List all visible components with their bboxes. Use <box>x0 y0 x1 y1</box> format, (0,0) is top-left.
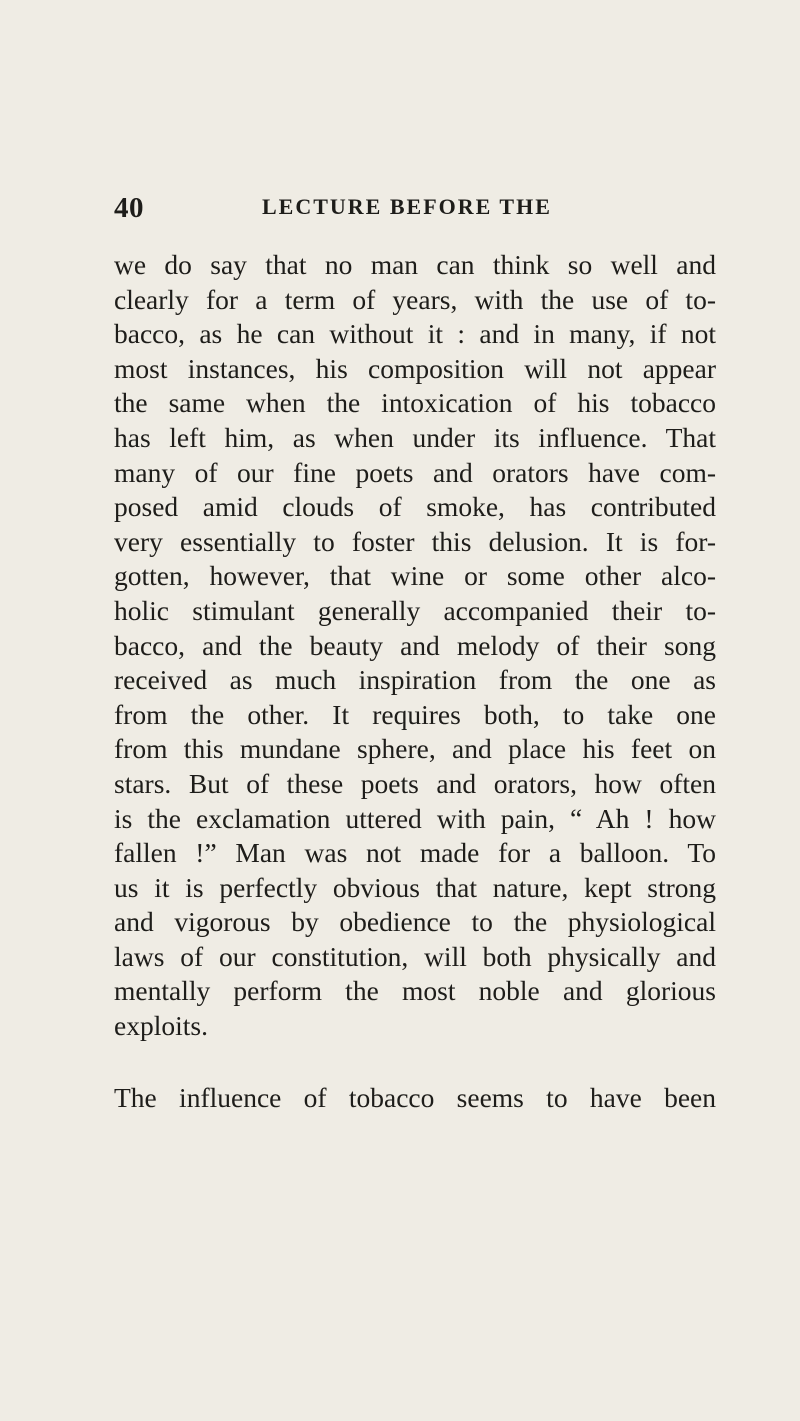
running-head <box>114 192 714 226</box>
text-line: exploits. <box>114 1010 208 1042</box>
text-line: mentally perform the most noble and glorious <box>114 975 716 1007</box>
paragraph-1 <box>114 248 716 1044</box>
text-line: bacco, as he can without it : and in many, if not <box>114 318 716 350</box>
page-number: 40 <box>114 192 144 224</box>
text-line: many of our fine poets and orators have com- <box>114 456 716 488</box>
text-line: stars. But of these poets and orators, how often <box>114 767 716 799</box>
text-line: the same when the intoxication of his tobacco <box>114 387 716 419</box>
text-line: received as much inspiration from the one as <box>114 664 716 696</box>
text-line: The influence of tobacco seems to have been <box>114 1081 716 1113</box>
text-line: very essentially to foster this delusion. It is for- <box>114 525 716 557</box>
text-line: posed amid clouds of smoke, has contributed <box>114 491 716 523</box>
text-line: holic stimulant generally accompanied their to- <box>114 594 716 626</box>
paragraph-gap <box>114 1044 716 1081</box>
body-text <box>114 248 716 1115</box>
text-line: has left him, as when under its influence. That <box>114 421 716 453</box>
paragraph-2 <box>114 1081 716 1116</box>
text-line: most instances, his composition will not appear <box>114 352 716 384</box>
text-line: laws of our constitution, will both physically and <box>114 940 716 972</box>
text-line: is the exclamation uttered with pain, “ Ah ! how <box>114 802 716 834</box>
text-line: bacco, and the beauty and melody of their song <box>114 629 716 661</box>
text-line: gotten, however, that wine or some other alco- <box>114 560 716 592</box>
text-line: we do say that no man can think so well and <box>114 249 716 280</box>
text-line: from the other. It requires both, to take one <box>114 698 716 730</box>
text-line: fallen !” Man was not made for a balloon. To <box>114 837 716 869</box>
running-title: LECTURE BEFORE THE <box>262 194 552 219</box>
text-line: us it is perfectly obvious that nature, kept strong <box>114 871 716 903</box>
text-line: from this mundane sphere, and place his feet on <box>114 733 716 765</box>
text-line: and vigorous by obedience to the physiological <box>114 906 716 938</box>
text-line: clearly for a term of years, with the use of to- <box>114 283 716 315</box>
